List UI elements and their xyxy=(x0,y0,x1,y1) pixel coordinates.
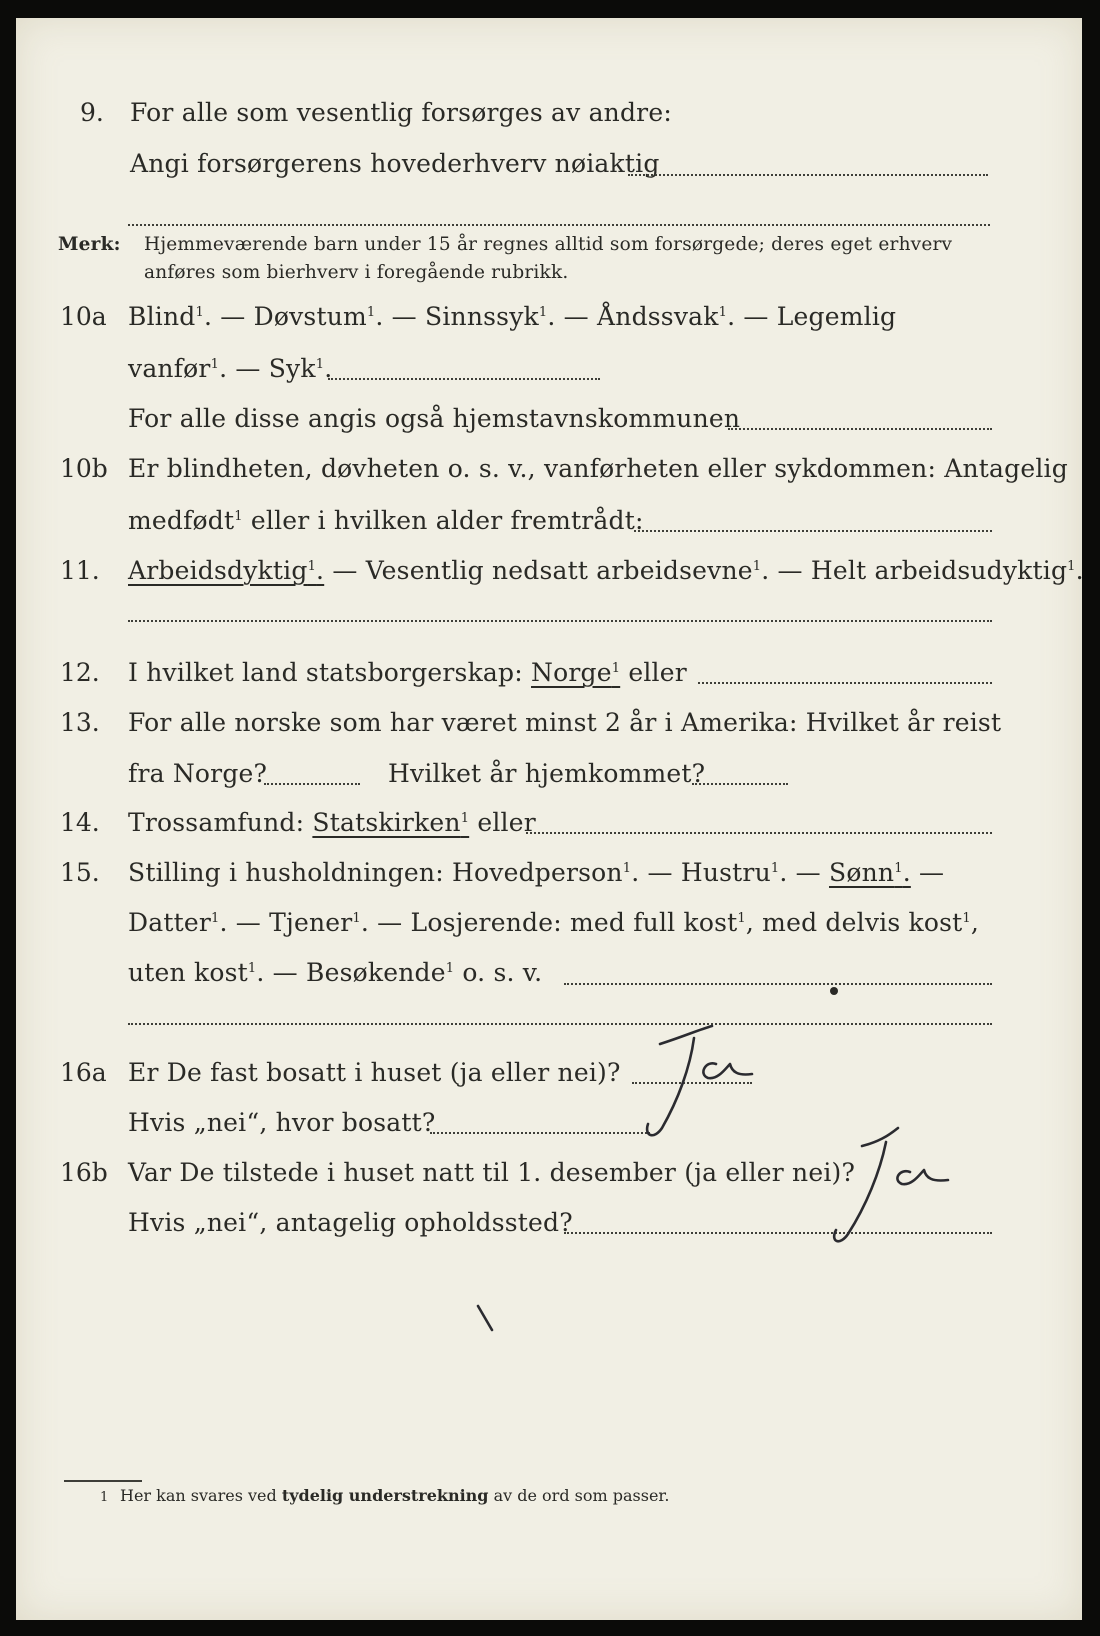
q15-line1-dash: — xyxy=(919,858,945,887)
q15-line1 xyxy=(128,858,944,887)
q15-selected-option: Sønn$^1$. xyxy=(829,858,911,887)
q15-number: 15. xyxy=(60,858,100,887)
stray-ink-mark xyxy=(472,1300,502,1340)
q9-number: 9. xyxy=(80,98,104,127)
q14-prefix: Trossamfund: xyxy=(128,808,305,837)
q11-line xyxy=(128,556,1084,585)
q16b-handwritten-ja xyxy=(822,1116,962,1256)
q10a-line2: vanfør$^1$. — Syk$^1$. xyxy=(128,354,333,383)
census-form-page xyxy=(16,18,1082,1620)
q12-selected-answer: Norge$^1$ xyxy=(531,658,621,687)
q12-number: 12. xyxy=(60,658,100,687)
q9-answer-line[interactable] xyxy=(628,174,988,176)
q13-line2a: fra Norge? xyxy=(128,759,268,788)
q9-line1: For alle som vesentlig forsørges av andre: xyxy=(130,98,672,127)
q10a-line3: For alle disse angis også hjemstavnskommunen xyxy=(128,404,741,433)
q15-answer-line-2[interactable] xyxy=(128,1023,992,1025)
q10b-line2: medfødt$^1$ eller i hvilken alder fremtrådt: xyxy=(128,506,644,535)
q11-number: 11. xyxy=(60,556,100,585)
q9-line2: Angi forsørgerens hovederhverv nøiaktig xyxy=(130,149,660,178)
footnote-text-bold: tydelig understrekning xyxy=(281,1486,489,1505)
q16a-line1: Er De fast bosatt i huset (ja eller nei)? xyxy=(128,1058,621,1087)
ink-dot xyxy=(830,987,838,995)
q16a-number: 16a xyxy=(60,1058,107,1087)
q12-line xyxy=(128,658,687,687)
q12-suffix: eller xyxy=(628,658,687,687)
q11-answer-line[interactable] xyxy=(128,620,992,622)
q10b-answer-line[interactable] xyxy=(634,530,992,532)
q15-line3: uten kost$^1$. — Besøkende$^1$ o. s. v. xyxy=(128,958,543,987)
merk-label: Merk: xyxy=(58,234,121,255)
footnote-rule xyxy=(64,1480,142,1482)
q16a-handwritten-ja xyxy=(630,1008,770,1148)
q15-line2: Datter$^1$. — Tjener$^1$. — Losjerende: med full kost$^1$, med delvis kost$^1$, xyxy=(128,908,980,937)
q12-prefix: I hvilket land statsborgerskap: xyxy=(128,658,523,687)
q14-answer-line[interactable] xyxy=(526,832,992,834)
q10b-number: 10b xyxy=(60,454,108,483)
q10a-hjemstavn-answer-line[interactable] xyxy=(728,428,992,430)
q14-number: 14. xyxy=(60,808,100,837)
footnote-text xyxy=(120,1486,669,1505)
q11-selected-option: Arbeidsdyktig$^1$. xyxy=(128,556,325,585)
footnote-marker: 1 xyxy=(100,1490,109,1505)
q15-line1-options: Stilling i husholdningen: Hovedperson$^1$. — Hustru$^1$. — xyxy=(128,858,821,887)
footnote-text-a: Her kan svares ved xyxy=(120,1486,277,1505)
q13-number: 13. xyxy=(60,708,100,737)
q14-line xyxy=(128,808,536,837)
q13-line2b: Hvilket år hjemkommet? xyxy=(388,759,706,788)
footnote-text-c: av de ord som passer. xyxy=(493,1486,670,1505)
q13-reist-answer-line[interactable] xyxy=(264,783,360,785)
q13-hjemkommet-answer-line[interactable] xyxy=(692,783,788,785)
q10a-line1: Blind$^1$. — Døvstum$^1$. — Sinnssyk$^1$. — Åndssvak$^1$. — Legemlig xyxy=(128,302,897,331)
q14-selected-answer: Statskirken$^1$ xyxy=(312,808,470,837)
q11-other-options: — Vesentlig nedsatt arbeidsevne$^1$. — Helt arbeidsudyktig$^1$. xyxy=(332,556,1084,585)
q14-suffix: eller xyxy=(477,808,536,837)
q10a-number: 10a xyxy=(60,302,107,331)
q10b-line1: Er blindheten, døvheten o. s. v., vanførheten eller sykdommen: Antagelig xyxy=(128,454,1068,483)
q16b-line1: Var De tilstede i huset natt til 1. desember (ja eller nei)? xyxy=(128,1158,856,1187)
q15-answer-line[interactable] xyxy=(564,983,992,985)
merk-line1: Hjemmeværende barn under 15 år regnes alltid som forsørgede; deres eget erhverv xyxy=(144,234,953,255)
q9-answer-line-2[interactable] xyxy=(128,224,990,226)
q16b-number: 16b xyxy=(60,1158,108,1187)
merk-line2: anføres som bierhverv i foregående rubrikk. xyxy=(144,262,569,283)
q12-answer-line[interactable] xyxy=(698,682,992,684)
q16a-line2: Hvis „nei“, hvor bosatt? xyxy=(128,1108,436,1137)
q16a-bosatt-answer-line[interactable] xyxy=(430,1132,650,1134)
q16b-line2: Hvis „nei“, antagelig opholdssted? xyxy=(128,1208,573,1237)
q13-line1: For alle norske som har været minst 2 år i Amerika: Hvilket år reist xyxy=(128,708,1002,737)
q10a-syk-answer-line[interactable] xyxy=(328,378,600,380)
